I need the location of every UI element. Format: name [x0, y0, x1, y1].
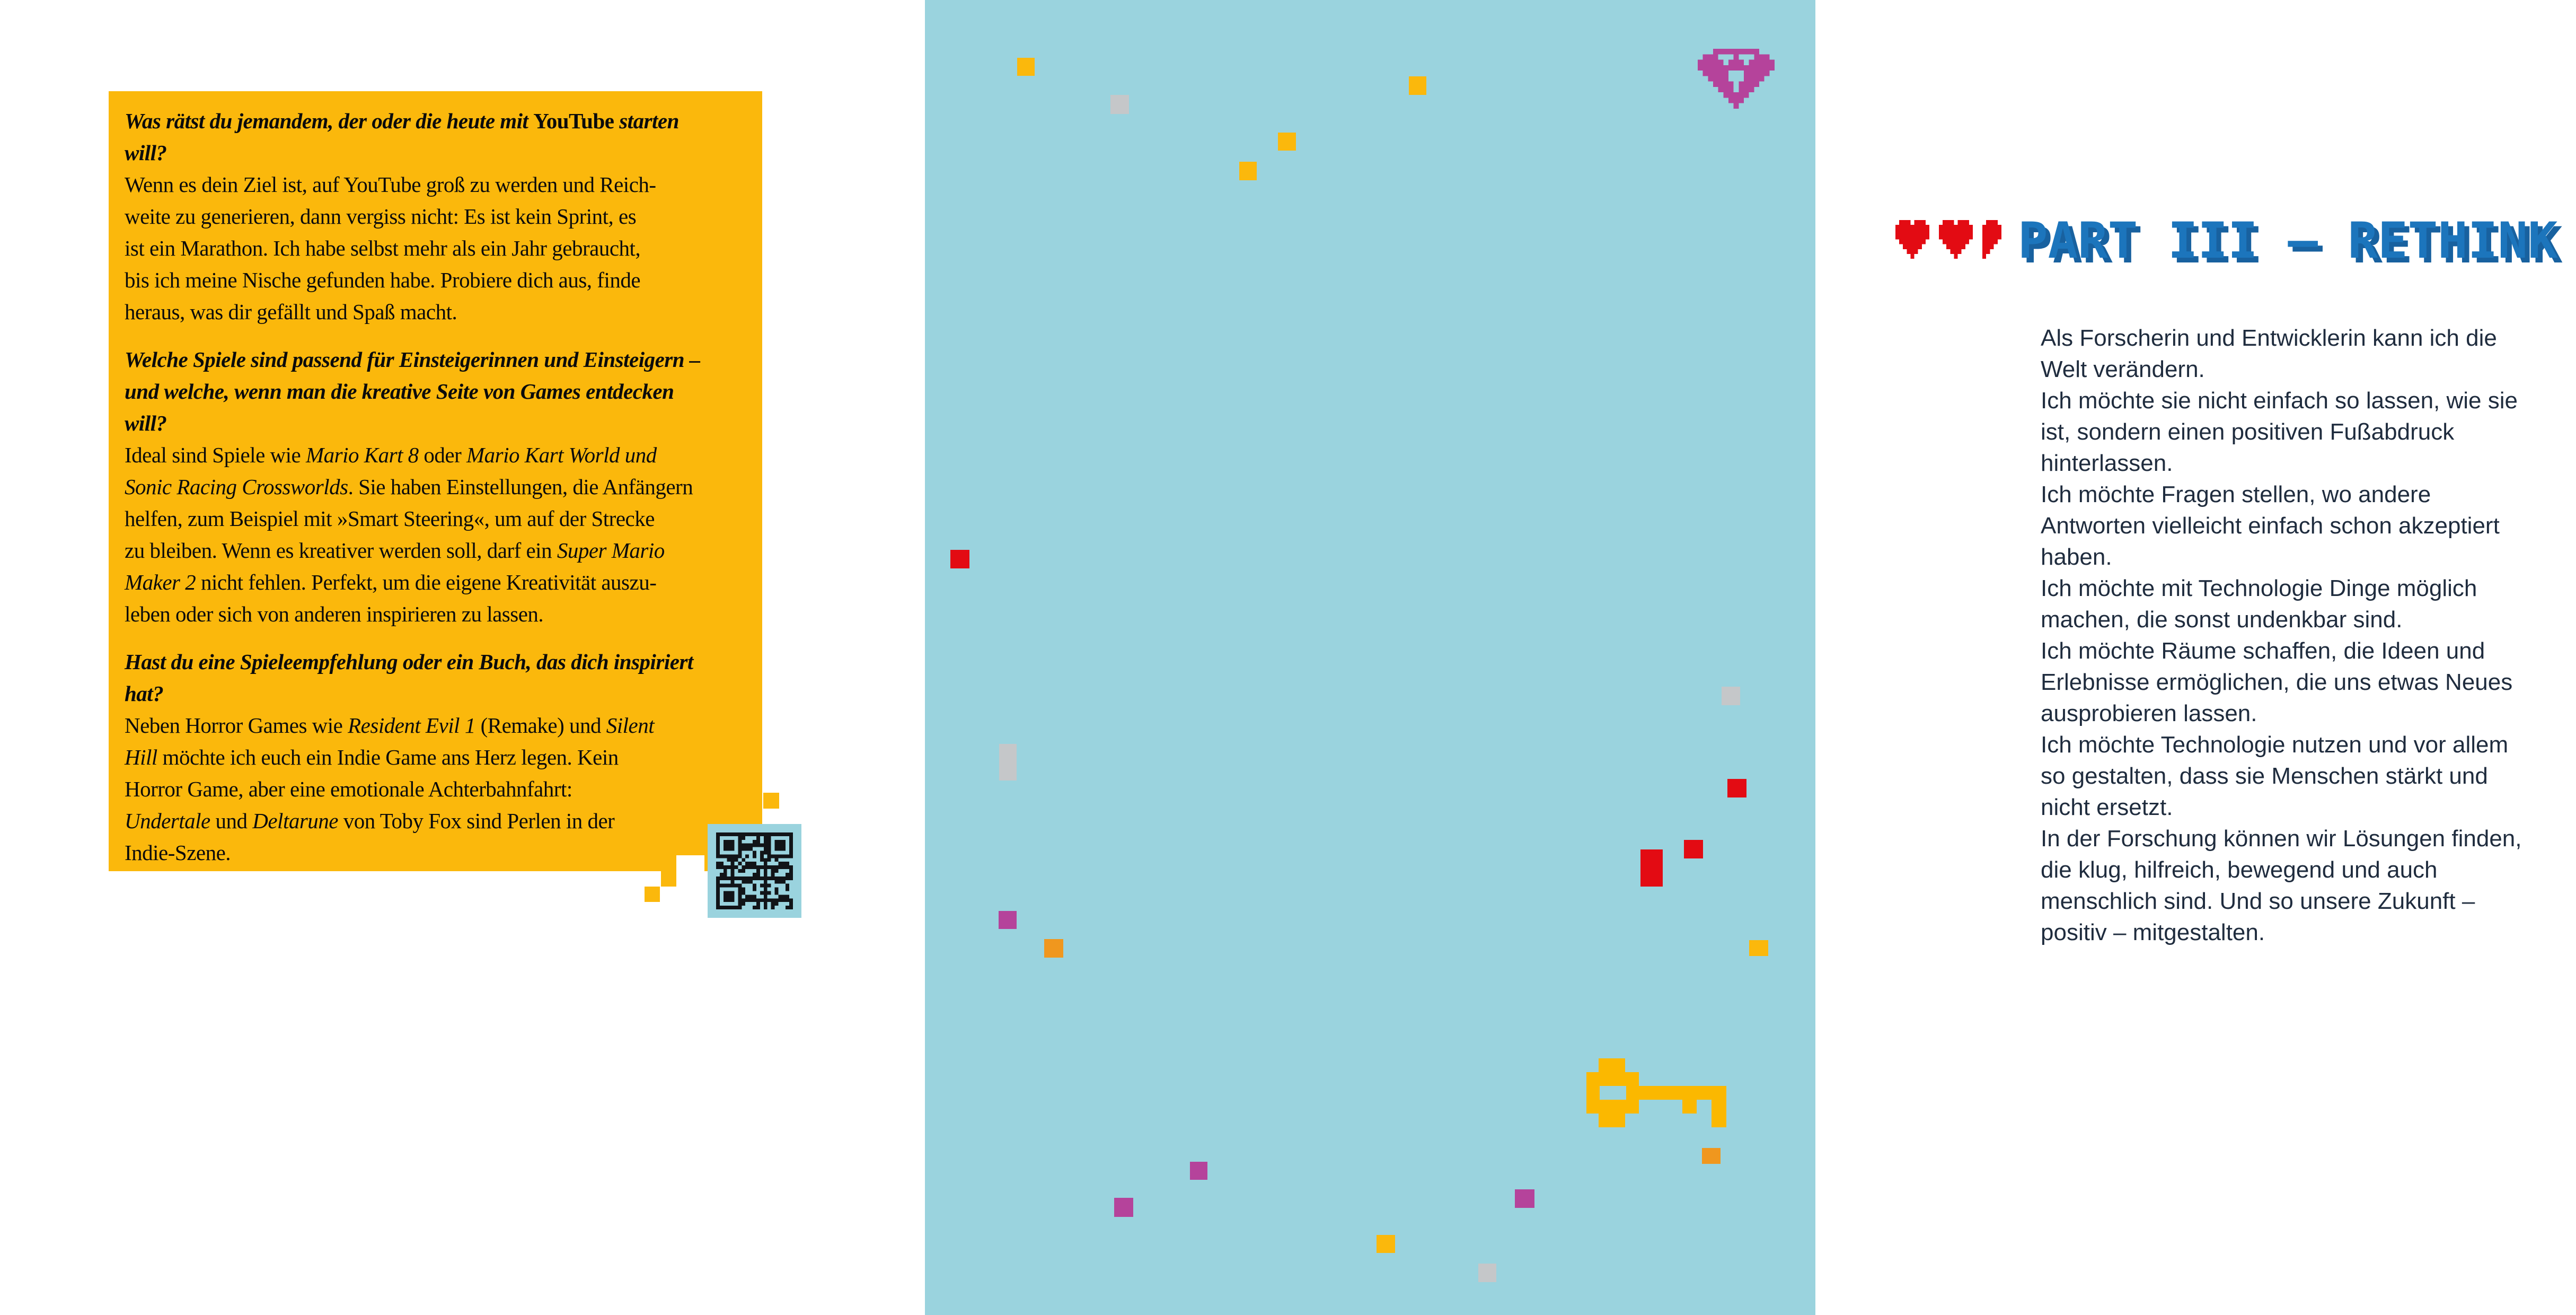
question-text: Hast du eine Spieleempfehlung oder ein Buch, das dich inspiriert hat? [125, 650, 693, 706]
qa-group [125, 344, 753, 630]
pixel-square [1044, 939, 1063, 958]
pixel-hearts-icon [1895, 220, 2011, 259]
half-heart-icon [1982, 220, 2001, 259]
page-left [0, 0, 925, 1315]
pixel-square [999, 744, 1017, 781]
pixel-square [1478, 1264, 1496, 1282]
pixel-square [1239, 162, 1257, 180]
pixel-square [1722, 687, 1740, 705]
answer-text: Ideal sind Spiele wie Mario Kart 8 oder Mario Kart World und Sonic Racing Crossworlds. Sie haben Einstellungen, die Anfängern helfen, zum Beispiel mit »Smart Steering«, um auf der Strecke zu bleiben. Wenn es kreativer werden soll, darf ein Super Mario Maker 2 nicht fehlen. Perfekt, um die eigene Kreativität auszu- leben oder sich von anderen inspirieren zu lassen. [125, 443, 693, 626]
qr-code [708, 824, 801, 918]
pixel-square [1278, 133, 1296, 151]
pixel-square [1114, 1198, 1133, 1217]
question-text: Was rätst du jemandem, der oder die heute mit YouTube starten will? [125, 109, 679, 165]
pixel-square [1684, 840, 1703, 858]
heart-icon [1939, 220, 1973, 259]
part-heading: PART III – RETHINK [2018, 212, 2558, 270]
qa-group [125, 105, 753, 328]
answer-text: Wenn es dein Ziel ist, auf YouTube groß zu werden und Reich- weite zu generieren, dann vergiss nicht: Es ist kein Sprint, es ist ein Marathon. Ich habe selbst mehr als ein Jahr gebraucht, bis ich meine Nische gefunden habe. Probiere dich aus, finde heraus, was dir gefällt und Spaß macht. [125, 172, 656, 324]
pixel-square [661, 871, 676, 887]
key-icon [1586, 1058, 1726, 1127]
manifest-text: Als Forscherin und Entwicklerin kann ich die Welt verändern. Ich möchte sie nicht einfach so lassen, wie sie ist, sondern einen positiven Fußabdruck hinterlassen. Ich möchte Fragen stellen, wo andere Antworten vielleicht einfach schon akzeptiert haben. Ich möchte mit Technologie Dinge möglich machen, die sonst undenkbar sind. Ich möchte Räume schaffen, die Ideen und Erlebnisse ermöglichen, die uns etwas Neues ausprobieren lassen. Ich möchte Technologie nutzen und vor allem so gestalten, dass sie Menschen stärkt und nicht ersetzt. In der Forschung können wir Lösungen finden, die klug, hilfreich, bewegend und auch menschlich sind. Und so unsere Zukunft – positiv – mitgestalten. [2041, 325, 2522, 945]
pixel-square [999, 911, 1017, 929]
pixel-square [1702, 1148, 1721, 1164]
pixel-square [676, 855, 704, 871]
qa-group [125, 646, 753, 869]
pixel-square [1640, 849, 1663, 887]
page-right [925, 0, 2558, 1315]
interview-qa-box [109, 91, 762, 871]
pixel-square [1409, 76, 1426, 95]
pixel-square [1377, 1235, 1395, 1253]
diamond-icon [1698, 49, 1775, 109]
qr-code-icon [716, 832, 793, 909]
question-text: Welche Spiele sind passend für Einsteigerinnen und Einsteigern – und welche, wenn man die kreative Seite von Games entdecken will? [125, 347, 700, 435]
pixel-square [950, 550, 969, 568]
pixel-square [645, 887, 660, 902]
pixel-square [1017, 58, 1035, 76]
pixel-square [1749, 940, 1768, 956]
pixel-square [763, 793, 779, 809]
answer-text: Neben Horror Games wie Resident Evil 1 (Remake) und Silent Hill möchte ich euch ein Indie Game ans Herz legen. Kein Horror Game, aber eine emotionale Achterbahnfahrt: Undertale und Deltarune von Toby Fox sind Perlen in der Indie-Szene. [125, 713, 655, 865]
pixel-square [1727, 779, 1746, 797]
pixel-square [1110, 95, 1129, 114]
heart-icon [1895, 220, 1929, 259]
pixel-square [1190, 1162, 1207, 1180]
pixel-square [1515, 1189, 1534, 1208]
